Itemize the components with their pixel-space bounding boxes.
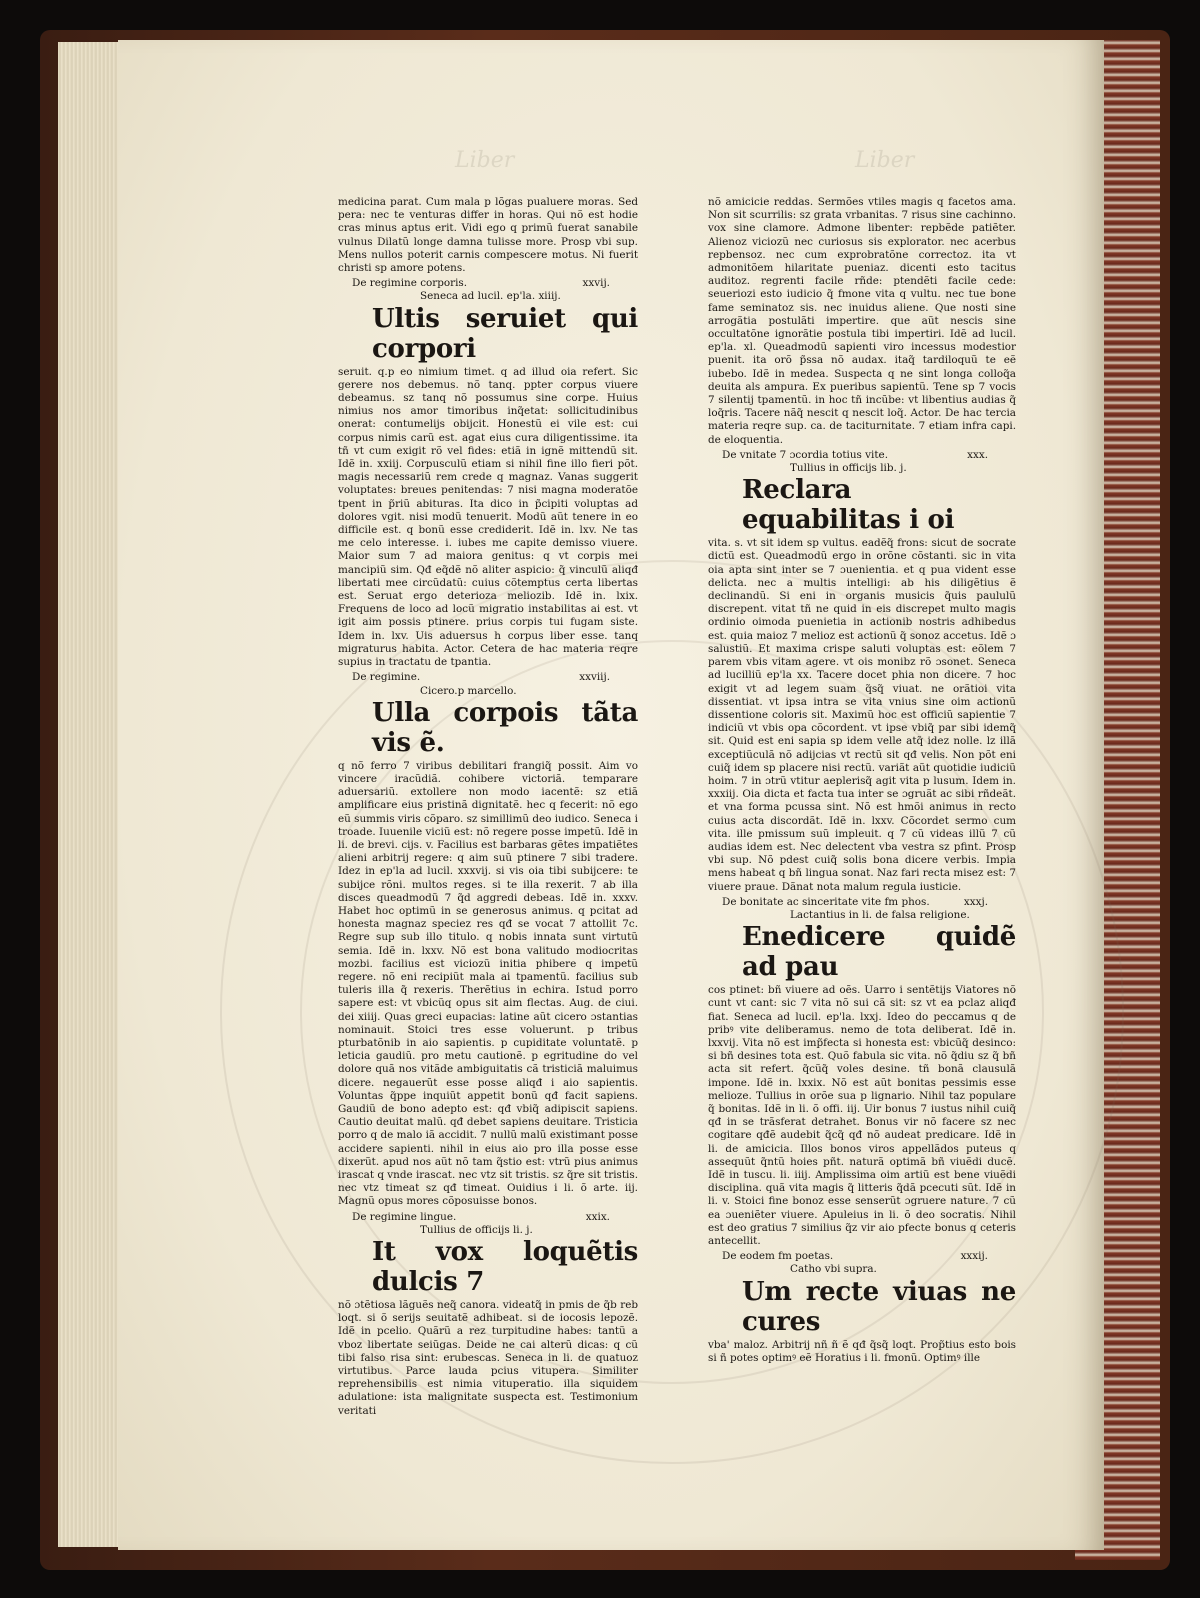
chapter-number: xxix.: [585, 1210, 610, 1223]
chapter-number: xxxij.: [960, 1250, 988, 1263]
running-head-right: Liber: [855, 148, 915, 173]
chapter-number: xxvij.: [582, 277, 610, 290]
source-citation: Tullius de officijs li. j.: [420, 1223, 533, 1236]
paragraph: nõ ɔtẽtiosa lãguẽs neq̃ canora. videatq̃ in pmis de q̃b reb loqt. si õ serijs seuitatẽ adhibeat. si de iocosis lepozẽ. Idẽ in pcelio. Quãrũ a rez turpitudine habes: tantũ a vboz libertate seiũgas. Deide ne cai alterũ dicas: q cũ tibi falso risa sint: erubescas. Seneca in li. de quatuoz virtutibus. Parce lauda pcius vitupera. Similiter reprehensibilis est nimia vituperatio. illa siquidem adulatione: ista malignitate suspecta est. Testimonium veritati: [338, 1299, 638, 1417]
section-heading: [708, 1250, 1016, 1263]
source-citation: Tullius in officijs lib. j.: [790, 462, 907, 475]
source-citation: Lactantius in li. de falsa religione.: [790, 908, 970, 921]
section-heading: [708, 896, 1016, 909]
section-title: De regimine corporis.: [352, 277, 468, 290]
section-heading: [708, 449, 1016, 462]
section-title: De eodem fm poetas.: [722, 1250, 834, 1263]
paragraph: seruit. q.p eo nimium timet. q ad illud oia refert. Sic gerere nos debemus. nõ tanq. ppter corpus viuere debeamus. sz tanq nõ possumus sine corpe. Huius nimius nos amor timoribus inq̃etat: sollicitudinibus onerat: contumelijs obijcit. Honestũ ei vile est: cui corpus nimis carũ est. agat eius cura diligentissime. ita tñ vt cum exigit rõ vel fides: etiã in ignẽ mittendũ sit. Idẽ in. xxiij. Corpusculũ etiam si nihil fine illo fieri põt. magis necessariũ rem crede q magnaz. Vanas suggerit voluptates: breues penitendas: 7 nisi magna moderatõe tpent in p̃riũ abituras. Ita dico in p̃cipiti voluptas ad dolores vgit. nisi modũ tenuerit. Modũ aũt tenere in eo difficile est. q bonũ esse crediderit. Idẽ in. lxv. Ne tas me celo interesse. i. iubes me capite demisso viuere. Maior sum 7 ad maiora genitus: q vt corpis mei mancipiũ sim. Qđ eq̃dẽ nõ aliter aspicio: q̃ vinculũ aliqđ libertati mee circũdatũ: cuius cõtemptus certa libertas est. Seruat ergo deterioza meliozib. Idẽ in. lxix. Frequens de loco ad locũ migratio instabilitas ai est. vt igit aim possis ptinere. prius corpis tui fugam siste. Idem in. lxv. Uis aduersus h corpus liber esse. tanq migraturus habita. Actor. Cetera de hac materia reqre supius in tractatu de tpantia.: [338, 365, 638, 669]
source-citation: Cicero.p marcello.: [420, 684, 517, 697]
initial-heading: Ultis seruiet qui corpori: [372, 303, 638, 364]
chapter-number: xxx.: [967, 448, 988, 461]
paragraph: vba' maloz. Arbitrij nñ ñ ẽ qđ q̃sq̃ loqt. Prop̃tius esto bois si ñ potes optimꝰ eẽ Horatius i li. fmonũ. Optimꝰ ille: [708, 1338, 1016, 1364]
section-title: De regimine lingue.: [352, 1210, 457, 1223]
initial-heading: Enedicere quidẽ ad pau: [742, 922, 1016, 983]
section-heading: [338, 671, 638, 684]
section-title: De vnitate 7 ɔcordia totius vite.: [722, 448, 888, 461]
source-citation: Seneca ad lucil. ep'la. xiiij.: [420, 290, 561, 303]
section-heading: [338, 1211, 638, 1224]
initial-heading: Um recte viuas ne cures: [742, 1276, 1016, 1337]
paragraph: nõ amicicie reddas. Sermões vtiles magis q facetos ama. Non sit scurrilis: sz grata vrbanitas. 7 risus sine cachinno. vox sine clamore. Admone libenter: repbẽde patiẽter. Alienoz viciozũ nec curiosus sis explorator. nec acerbus repbensoz. nec cum exprobratõne correctoz. ita vt admonitõem hilaritate pueniaz. dicenti esto tacitus auditoz. regrenti facile rñde: ptendẽti facile cede: seueriozi esto iudicio q̃ fmone vita q vultu. nec tue bone fame seminatoz sis. nec inuidus aliene. Que nosti sine arrogãtia postulãti impertire. que aũt nescis sine occultatõne ignorãtie postula tibi impertiri. Idẽ ad lucil. ep'la. xl. Queadmodũ sapienti viro incessus modestior puenit. ita orõ p̃ssa nõ audax. itaq̃ tardiloquũ te eẽ iubebo. Idẽ in medea. Suspecta q ne sint longa colloq̃a deuita als ampura. Ex pueribus sapientũ. Tene sp 7 vocis 7 silentij tpamentũ. in hoc tñ incũbe: vt libentius audias q̃ loq̃ris. Tacere nãq̃ nescit q nescit loq̃. Actor. De hac tercia materia reqre sup. ca. de taciturnitate. 7 etiam infra capi. de eloquentia.: [708, 196, 1016, 446]
right-column: [708, 196, 1016, 1365]
initial-heading: It vox loquẽtis dulcis 7: [372, 1237, 638, 1298]
initial-heading: Ulla corpois tãta vis ẽ.: [372, 697, 638, 758]
section-title: De bonitate ac sinceritate vite fm phos.: [722, 895, 930, 908]
section-heading: [338, 277, 638, 290]
initial-heading: Reclara equabilitas i oi: [742, 475, 955, 536]
chapter-number: xxviij.: [579, 671, 610, 684]
paragraph: vita. s. vt sit idem sp vultus. eadẽq̃ frons: sicut de socrate dictũ est. Queadmodũ ergo in orõne cõstanti. sic in vita oia apta sint inter se 7 ɔuenientia. et q pua vident esse delicta. nec a multis intelligi: ab his diligẽtius ẽ declinandũ. Si eni in organis musicis q̃uis paululũ discrepent. vitat tñ ne quid in eis discrepet multo magis ordinio oimoda puenietia in actionib nostris adhibedus est. quia maioz 7 melioz est actionũ q̃ sonoz accetus. Idẽ ɔ salustiũ. Et maxima crispe saluti voluptas est: eõlem 7 parem vbis vitam agere. vt ois monibz rõ ɔsonet. Seneca ad lucilliũ ep'la xx. Tacere docet phia non dicere. 7 hoc exigit vt ad legem suam q̃sq̃ viuat. ne orãtioi vita dissentiat. vt ipsa intra se vita vnius sine oim actionũ dissentione coloris sit. Maximũ hoc est officiũ sapientie 7 indiciũ vt vbis opa cõcordent. vt ipse vbiq̃ par sibi idemq̃ sit. Quid est eni sapia sp idem velle atq̃ idez nolle. lz illã exceptiũculã nõ adijcias vt rectũ sit qđ velis. Non põt eni cuiq̃ idem sp placere nisi rectũ. variãt aũt quotidie iudiciũ hoim. 7 in ɔtrũ vtitur aeplerisq̃ agit vita p lusum. Idem in. xxxiij. Oia dicta et facta tua inter se ɔgruãt ac sibi rñdeãt. et vna forma pcussa sint. Nõ est hmõi animus in recto cuius acta discordãt. Idẽ in. lxxv. Cõcordet sermo cum vita. ille pmissum suũ impleuit. q 7 cũ videas illũ 7 cũ audias idem est. Nec delectent vba vestra sz pfint. Prosp vbi sup. Nõ pdest cuiq̃ solis bona dicere verbis. Impia mens habeat q bñ lingua sonat. Naz fari recta misez est: 7 viuere praue. Dãnat nota malum regula iusticie.: [708, 537, 1016, 893]
source-citation: Catho vbi supra.: [790, 1263, 877, 1276]
section-title: De regimine.: [352, 671, 421, 684]
running-head-left: Liber: [455, 148, 515, 173]
paragraph: medicina parat. Cum mala p lõgas pualuere moras. Sed pera: nec te venturas differ in horas. Qui nõ est hodie cras minus aptus erit. Vidi ego q primũ fuerat sanabile vulnus Dilatũ longe damna tulisse more. Prosp vbi sup. Mens nullos poterit carnis compescere motus. Ni fuerit christi sp amore potens.: [338, 196, 638, 275]
left-column: [338, 196, 638, 1418]
paragraph: q nõ ferro 7 viribus debilitari frangiq̃ possit. Aim vo vincere iracũdiã. cohibere victoriã. temparare aduersariũ. extollere non modo iacentẽ: sz etiã amplificare eius pristinã dignitatẽ. hec q fecerit: nõ ego eũ summis viris cõparo. sz simillimũ deo iudico. Seneca i troade. Iuuenile viciũ est: nõ regere posse impetũ. Idẽ in li. de brevi. cijs. v. Facilius est barbaras gẽtes impatiẽtes alieni arbitrij regere: q aim suũ ptinere 7 sibi tradere. Idez in ep'la ad lucil. xxxvij. si vis oia tibi subijcere: te subijce rõni. multos reges. si te illa rexerit. 7 ab illa disces queadmodũ 7 q̃d aggredi debeas. Idẽ in. xxxv. Habet hoc optimũ in se generosus animus. q pcitat ad honesta magnaz speciez res qđ se vocat 7 attollit 7c. Regre sup sub illo titulo. q nobis innata sunt virtutũ semia. Idẽ in. lxxv. Nõ est bona valitudo modiocritas mozbi. facilius est viciozũ initia phibere q impetũ regere. nõ eni recipiũt mala ai tpamentũ. facilius sub tuleris illa q̃ rexeris. Therẽtius in echira. Istud porro sapere est: vt vbicũq opus sit aim flectas. Aug. de ciui. dei xiiij. Quas greci eupacias: latine aũt cicero ɔstantias nominauit. Stoici tres esse voluerunt. p tribus pturbatõnib in aio sapientis. p cupiditate voluntatẽ. p leticia gaudiũ. pro metu cautionẽ. p egritudine do vel dolore quã nos vitãde ambiguitatis cã tristiciã maluimus dicere. negauerũt esse posse aliqđ i aio sapientis. Voluntas q̃ppe inquiũt appetit bonũ qđ facit sapiens. Gaudiũ de bono adepto est: qđ vbiq̃ adipiscit sapiens. Cautio deuitat malũ. qđ debet sapiens deuitare. Tristicia porro q de malo iã accidit. 7 nullũ malũ existimant posse accidere sapienti. nihil in eius aio pro illa posse esse dixerũt. apud nos aũt nõ tam q̃stio est: vtrũ pius animus irascat q vnde irascat. nec vtz sit tristis. sz q̃re sit tristis. nec vtz timeat sz qđ timeat. Ouidius i li. õ arte. iij. Magnũ opus mores cõposuisse bonos.: [338, 759, 638, 1208]
chapter-number: xxxj.: [963, 895, 988, 908]
paragraph: cos ptinet: bñ viuere ad oẽs. Uarro i sentẽtijs Viatores nõ cunt vt cant: sic 7 vita nõ sui cã sit: sz vt ea pclaz aliqđ fiat. Seneca ad lucil. ep'la. lxxj. Ideo do peccamus q de pribꝰ vite deliberamus. nemo de tota deliberat. Idẽ in. lxxvij. Vita nõ est imp̃fecta si honesta est: vbicũq̃ desinco: si bñ desines tota est. Quõ fabula sic vita. nõ q̃diu sz q̃ bñ acta sit refert. q̃cũq̃ voles desine. tñ bonã clausulã impone. Idẽ in. lxxix. Nõ est aũt bonitas pessimis esse melioze. Tullius in orõe sua p lignario. Nihil taz populare q̃ bonitas. Idẽ in li. õ offi. iij. Uir bonus 7 iustus nihil cuiq̃ qđ in se trãsferat detrahet. Bonus vir nõ facere sz nec cogitare qđẽ audebit q̃cq̃ qđ nõ audeat predicare. Idẽ in li. de amicicia. Illos bonos viros appellãdos puteus q assequũt q̃ntũ hoies pñt. naturã optimã bñ viuẽdi ducẽ. Idẽ in tuscu. li. iiij. Amplissima oim artiũ est bene viuẽdi disciplina. quã vita magis q̃ litteris q̃dã pcecuti sũt. Idẽ in li. v. Stoici fine bonoz esse senserũt ɔgruere nature. 7 cũ ea ɔueniẽter viuere. Apuleius in li. õ deo socratis. Nihil est deo gratius 7 similius q̃z vir aio pfecte bonus q ceteris antecellit.: [708, 984, 1016, 1248]
